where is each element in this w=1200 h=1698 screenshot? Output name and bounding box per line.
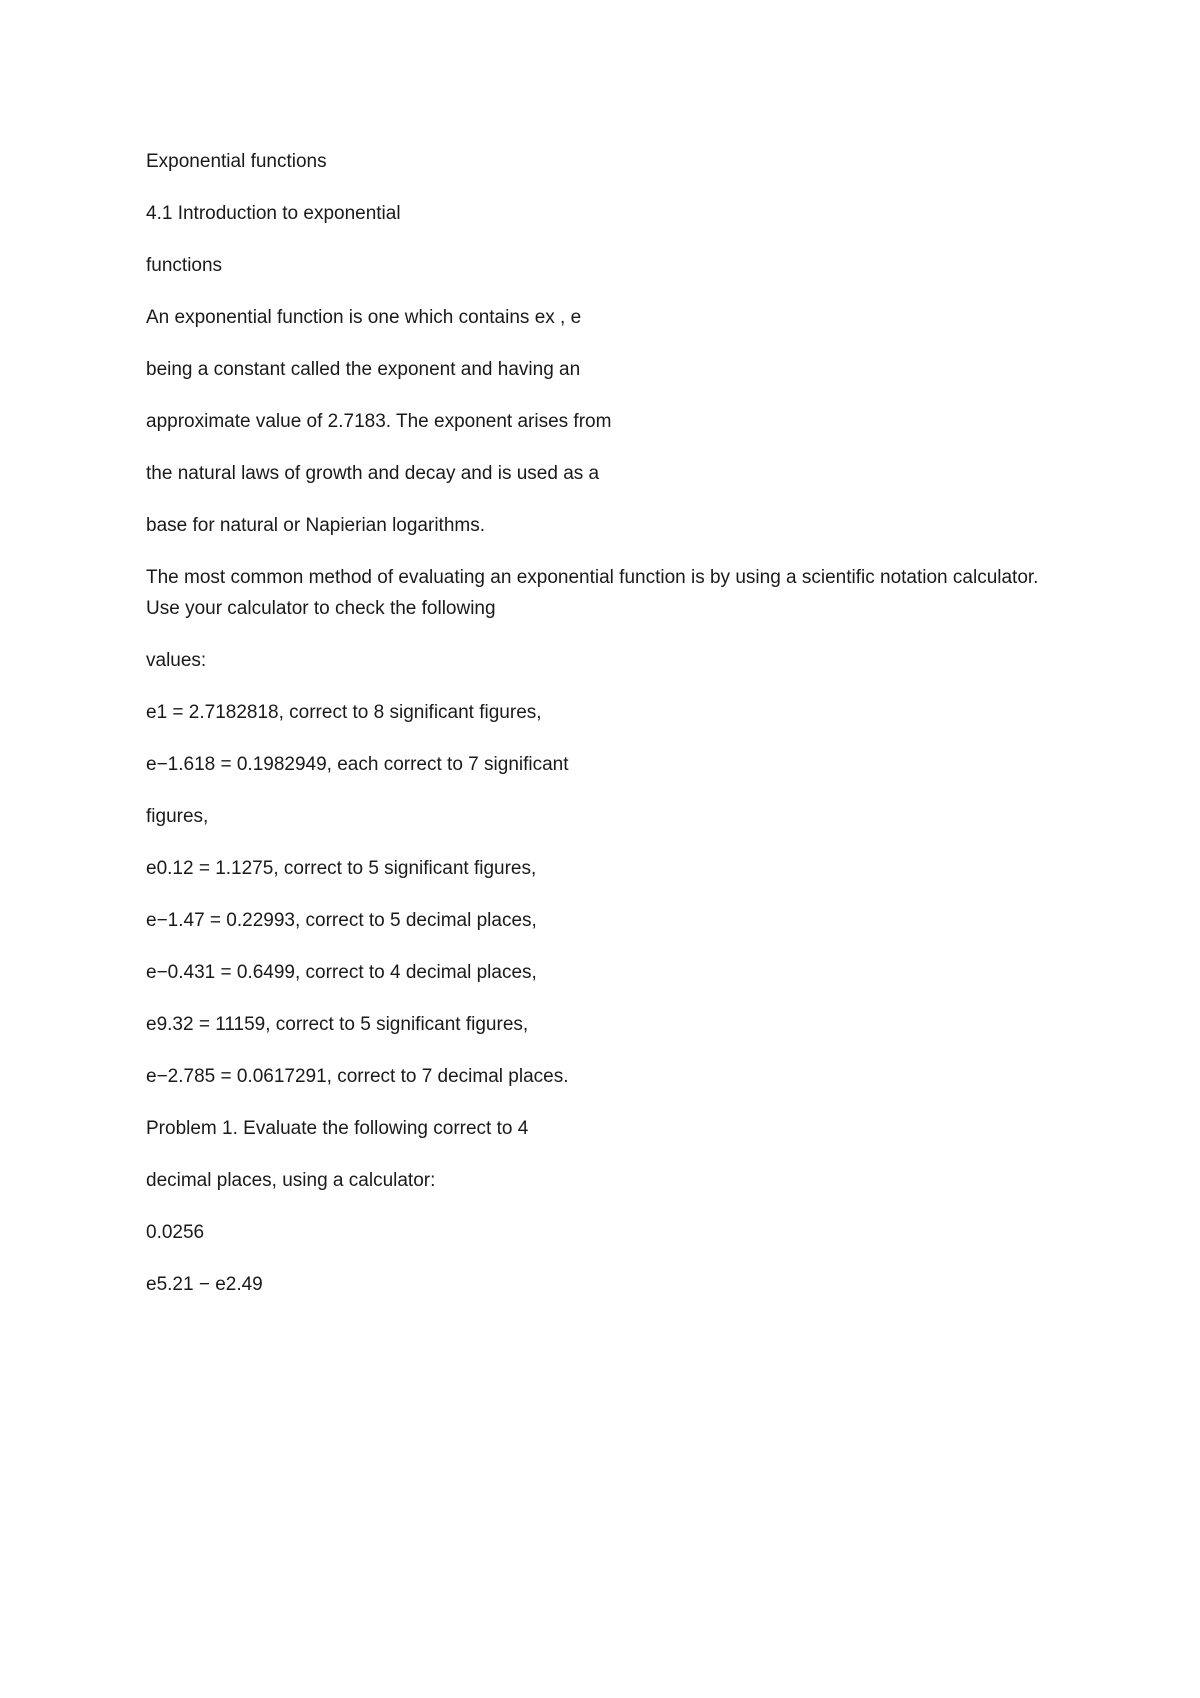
value-line: e0.12 = 1.1275, correct to 5 significant figures,: [146, 858, 537, 879]
value-line: e−1.47 = 0.22993, correct to 5 decimal places,: [146, 910, 537, 931]
problem-statement: decimal places, using a calculator:: [146, 1170, 436, 1191]
value-line: e9.32 = 11159, correct to 5 significant figures,: [146, 1014, 529, 1035]
value-line: e−1.618 = 0.1982949, each correct to 7 significant: [146, 754, 569, 775]
paragraph: values:: [146, 650, 207, 671]
paragraph: base for natural or Napierian logarithms.: [146, 515, 486, 536]
paragraph: the natural laws of growth and decay and is used as a: [146, 463, 600, 484]
document-title: Exponential functions: [146, 151, 327, 172]
problem-expression: 0.0256: [146, 1222, 205, 1243]
problem-expression: e5.21 − e2.49: [146, 1274, 263, 1295]
section-heading-continued: functions: [146, 255, 223, 276]
value-line: e−2.785 = 0.0617291, correct to 7 decimal places.: [146, 1066, 569, 1087]
section-heading: 4.1 Introduction to exponential: [146, 203, 401, 224]
paragraph-multiline: The most common method of evaluating an exponential function is by using a scientific notation calculator. Use your calculator to check the following: [146, 567, 1044, 619]
value-line: e1 = 2.7182818, correct to 8 significant figures,: [146, 702, 542, 723]
paragraph: being a constant called the exponent and having an: [146, 359, 581, 380]
value-line: e−0.431 = 0.6499, correct to 4 decimal places,: [146, 962, 537, 983]
document-body: [146, 146, 1046, 1321]
paragraph: approximate value of 2.7183. The exponent arises from: [146, 411, 612, 432]
value-line: figures,: [146, 806, 209, 827]
paragraph: An exponential function is one which contains ex , e: [146, 307, 582, 328]
problem-statement: Problem 1. Evaluate the following correct to 4: [146, 1118, 529, 1139]
